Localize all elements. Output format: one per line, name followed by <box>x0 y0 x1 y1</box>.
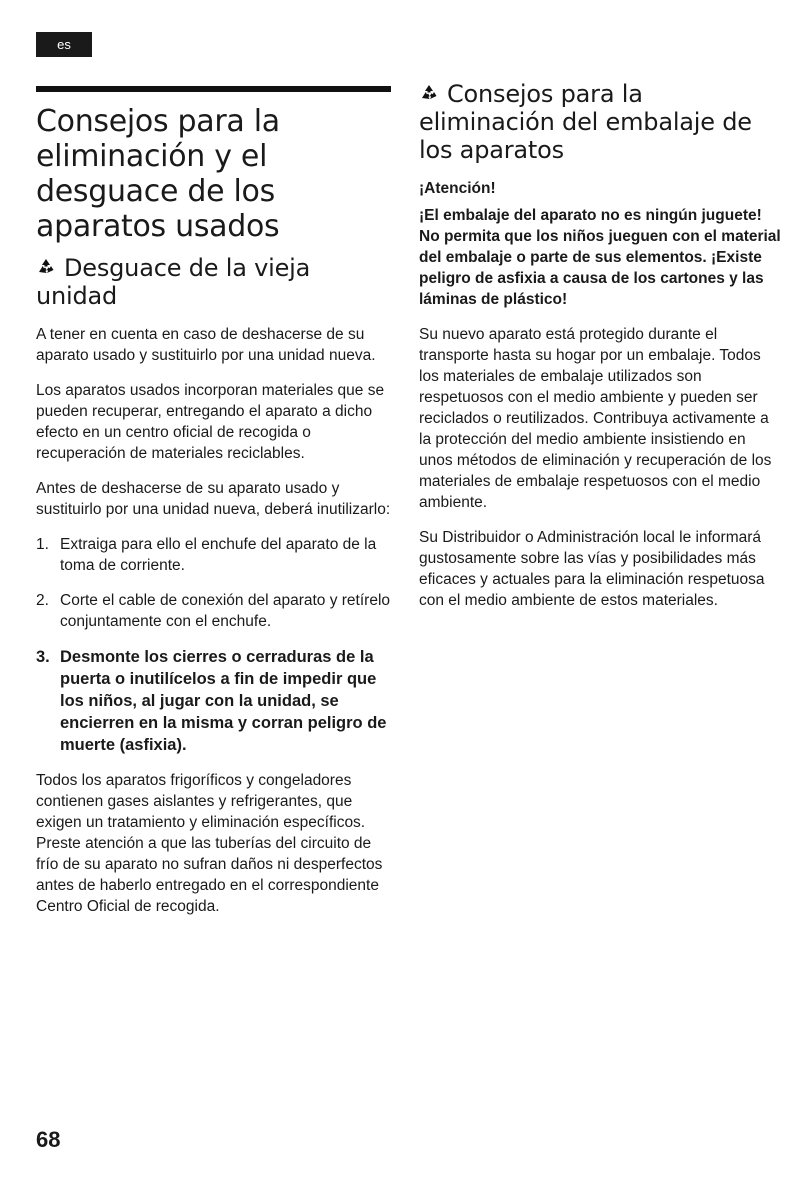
list-item: 3. Desmonte los cierres o cerraduras de la puerta o inutilícelos a fin de impedir que los niños, al jugar con la unidad, se encierren en la misma y corran peligro de muerte (asfixia). <box>36 648 387 754</box>
page-number: 68 <box>36 1127 61 1152</box>
title-rule <box>36 86 391 92</box>
distributor-paragraph: Su Distribuidor o Administración local le informará gustosamente sobre las vías y posibilidades más eficaces y actuales para la eliminación respetuosa con el medio ambiente de estos materiales. <box>419 529 765 609</box>
packaging-paragraph: Su nuevo aparato está protegido durante el transporte hasta su hogar por un embalaje. Todos los materiales de embalaje utilizados son respetuosos con el medio ambiente y pueden ser reciclados o reutilizados. Contribuya activamente a la protección del medio ambiente insistiendo en unos métodos de eliminación y recuperación de los materiales de embalaje respetuosos con el medio ambiente. <box>419 326 772 511</box>
recycle-icon <box>419 83 439 103</box>
packaging-heading <box>419 80 781 164</box>
list-item: 1. Extraiga para ello el enchufe del aparato de la toma de corriente. <box>36 536 377 574</box>
materials-paragraph: Los aparatos usados incorporan materiales que se pueden recuperar, entregando el aparato a dicho efecto en un centro oficial de recogida o recuperación de materiales reciclables. <box>36 382 385 462</box>
old-unit-heading <box>36 254 392 310</box>
warning-paragraph: ¡El embalaje del aparato no es ningún juguete! No permita que los niños jueguen con el material del embalaje o parte de sus elementos. ¡Existe peligro de asfixia a causa de los cartones y las láminas de plástico! <box>419 207 781 308</box>
attention-label: ¡Atención! <box>419 180 496 197</box>
list-item: 2. Corte el cable de conexión del aparato y retírelo conjuntamente con el enchufe. <box>36 592 391 630</box>
disable-paragraph: Antes de deshacerse de su aparato usado y sustituirlo por una unidad nueva, deberá inutilizarlo: <box>36 480 391 518</box>
intro-paragraph: A tener en cuenta en caso de deshacerse de su aparato usado y sustituirlo por una unidad nueva. <box>36 326 376 364</box>
recycle-icon <box>36 257 56 277</box>
language-tab: es <box>36 32 92 57</box>
gases-paragraph: Todos los aparatos frigoríficos y congeladores contienen gases aislantes y refrigerantes, que exigen un tratamiento y eliminación específicos. Preste atención a que las tuberías del circuito de frío de su aparato no sufran daños ni desperfectos antes de haberlo entregado en el correspondiente Centro Oficial de recogida. <box>36 772 383 915</box>
packaging-heading-text: Consejos para la eliminación del embalaje de los aparatos <box>419 80 752 164</box>
old-unit-heading-text: Desguace de la vieja unidad <box>36 254 311 310</box>
steps-list <box>36 534 392 756</box>
right-column <box>419 80 781 625</box>
left-column <box>36 98 392 931</box>
page-title: Consejos para la eliminación y el desguace de los aparatos usados <box>36 104 280 244</box>
